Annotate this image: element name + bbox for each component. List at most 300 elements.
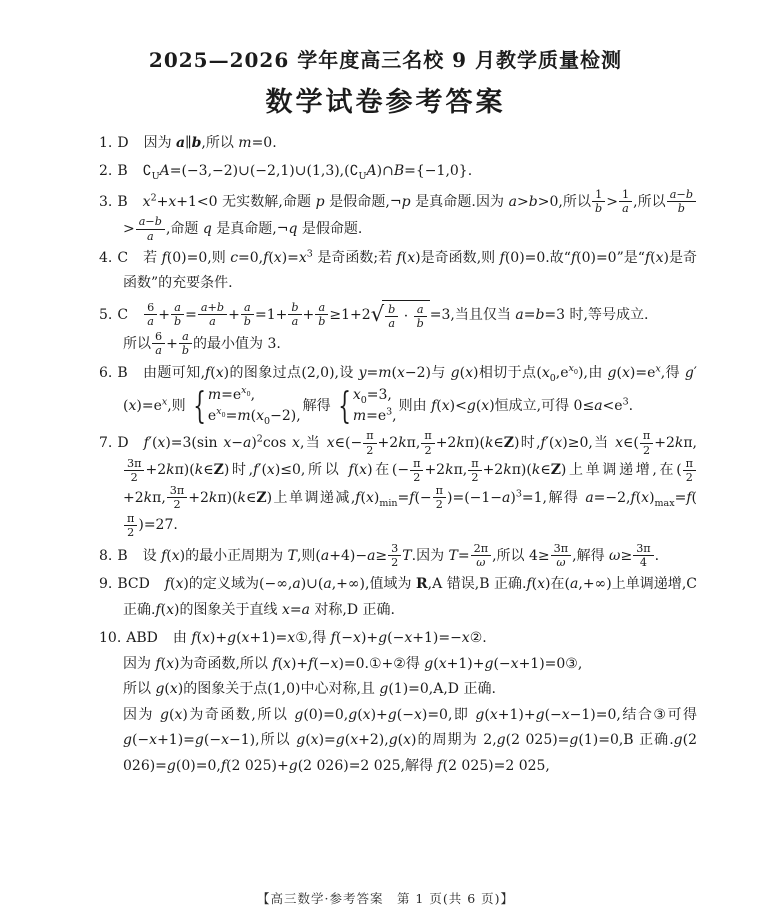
text-run: ( bbox=[196, 630, 202, 647]
text-run: , bbox=[250, 387, 256, 404]
fraction-denominator bbox=[468, 471, 481, 484]
question-content bbox=[123, 362, 697, 427]
math-var: T bbox=[402, 547, 412, 564]
fraction bbox=[468, 457, 481, 484]
text-run: +4)− bbox=[329, 547, 368, 564]
fraction bbox=[152, 330, 165, 357]
question-answer: ABD bbox=[126, 630, 158, 647]
fraction bbox=[667, 188, 696, 215]
text-run: ( bbox=[360, 489, 366, 506]
math-var: k bbox=[143, 489, 153, 506]
math-var: b bbox=[173, 315, 182, 329]
fraction bbox=[633, 542, 653, 569]
fraction bbox=[136, 215, 165, 242]
math-var: f bbox=[263, 249, 269, 266]
math-var: a bbox=[416, 302, 424, 316]
subscript bbox=[359, 171, 367, 182]
text-run: )=0.①+②得 bbox=[338, 655, 425, 672]
text-run: ( bbox=[531, 576, 538, 593]
math-var: a bbox=[138, 215, 146, 229]
fraction-numerator bbox=[414, 303, 427, 317]
math-var: x bbox=[287, 630, 296, 647]
text-run: ( bbox=[616, 364, 622, 381]
text-run: )< bbox=[449, 398, 467, 415]
question-answer: C bbox=[117, 249, 129, 266]
fraction bbox=[315, 301, 328, 328]
text-run: −2), bbox=[270, 407, 301, 424]
text-run: ( bbox=[353, 462, 360, 479]
math-var: f bbox=[143, 435, 149, 451]
math-var: x bbox=[537, 576, 546, 593]
text-run: ,则 bbox=[167, 398, 186, 415]
fraction-denominator bbox=[421, 444, 434, 457]
text-run: − bbox=[676, 187, 686, 201]
text-run: 3 bbox=[306, 248, 313, 260]
fraction-numerator bbox=[592, 188, 605, 202]
text-run: ,所以 bbox=[633, 193, 666, 210]
question-number: 8. bbox=[99, 547, 113, 564]
math-var: B bbox=[393, 163, 405, 180]
text-run: )+ bbox=[370, 706, 388, 723]
text-run: ∈ bbox=[203, 462, 214, 479]
fraction bbox=[124, 512, 137, 539]
text-run: . bbox=[628, 398, 634, 415]
text-run: )的最小正周期为 bbox=[179, 547, 288, 564]
math-var: b bbox=[677, 202, 685, 216]
fraction-denominator bbox=[124, 526, 137, 539]
text-run: ( bbox=[391, 364, 398, 381]
fraction bbox=[471, 542, 491, 569]
questions bbox=[99, 131, 697, 782]
fraction bbox=[288, 301, 301, 328]
fraction-numerator bbox=[667, 188, 696, 202]
text-run: (2 026)=2 025,解得 bbox=[297, 757, 438, 774]
math-var: x bbox=[461, 630, 470, 647]
fraction-denominator bbox=[288, 315, 301, 328]
math-var: f bbox=[191, 630, 197, 647]
question-content bbox=[123, 301, 649, 358]
math-var: b bbox=[528, 193, 538, 210]
math-var: g bbox=[194, 732, 204, 749]
fraction bbox=[421, 429, 434, 456]
text-run: 所以 bbox=[123, 681, 156, 698]
math-var: x bbox=[350, 732, 359, 749]
math-var: a bbox=[244, 301, 251, 315]
math-var: f bbox=[499, 249, 505, 266]
text-run: U bbox=[151, 171, 160, 183]
math-var: g bbox=[496, 732, 506, 749]
math-var: g bbox=[475, 706, 485, 723]
math-var: x bbox=[615, 435, 624, 451]
math-var: f bbox=[308, 655, 314, 672]
fraction-numerator bbox=[421, 429, 434, 443]
text-run: )=0,即 bbox=[421, 706, 476, 723]
text-run: = bbox=[289, 601, 302, 618]
text-run: 是奇函数;若 bbox=[312, 249, 397, 266]
text-run: ( bbox=[277, 655, 284, 672]
math-var: x bbox=[655, 249, 664, 266]
math-var: a bbox=[388, 316, 396, 330]
page-title: 数学试卷参考答案 bbox=[265, 87, 506, 118]
math-var: f bbox=[155, 601, 161, 618]
question-content bbox=[142, 163, 473, 183]
fraction-denominator bbox=[124, 471, 144, 484]
text-run: =3, bbox=[366, 387, 392, 404]
radicand bbox=[382, 300, 430, 330]
math-var: g bbox=[450, 364, 460, 381]
math-var: g bbox=[466, 398, 476, 415]
math-var: y bbox=[358, 364, 367, 381]
text-run: ( bbox=[160, 655, 167, 672]
text-run: π)( bbox=[174, 462, 195, 479]
math-var: A bbox=[366, 163, 377, 180]
text-run: 1 bbox=[621, 187, 630, 201]
fraction bbox=[619, 188, 632, 215]
math-bold: Z bbox=[550, 462, 561, 479]
text-run: =e bbox=[221, 387, 242, 404]
math-var: f bbox=[540, 435, 546, 451]
math-var: x bbox=[365, 489, 374, 506]
fraction-numerator bbox=[167, 484, 187, 498]
text-run: = bbox=[674, 489, 687, 506]
text-run: ,所以 bbox=[201, 135, 239, 151]
fraction bbox=[198, 301, 227, 328]
text-run: 0 bbox=[246, 390, 251, 399]
text-run: ( bbox=[459, 364, 466, 381]
math-var: x bbox=[292, 435, 300, 451]
text-run: 2 bbox=[173, 498, 181, 512]
text-run: ,+∞),值域为 bbox=[331, 576, 417, 593]
text-run: +2 bbox=[424, 462, 446, 479]
text-run: ( bbox=[397, 732, 404, 749]
text-run: (1)=0,A,D 正确. bbox=[388, 681, 496, 698]
sqrt-radical bbox=[371, 300, 430, 330]
text-run: +1)= bbox=[249, 630, 288, 647]
math-var: b bbox=[416, 316, 424, 330]
math-var: a bbox=[147, 315, 154, 329]
text-run: − bbox=[145, 215, 155, 229]
text-run: )=(−1− bbox=[447, 489, 503, 506]
text-run: π, bbox=[683, 435, 698, 451]
fraction-numerator bbox=[683, 457, 696, 471]
text-run: ≥ bbox=[620, 547, 633, 564]
text-run: 的最小值为 3. bbox=[193, 335, 281, 352]
text-run: ( bbox=[635, 489, 642, 506]
text-run: 由 bbox=[172, 630, 192, 647]
text-run: + bbox=[207, 301, 217, 315]
question-2 bbox=[99, 159, 697, 184]
math-var: g bbox=[123, 732, 132, 749]
fraction bbox=[171, 301, 184, 328]
math-var: m bbox=[378, 364, 392, 381]
text-run: ∈ bbox=[246, 489, 257, 506]
text-run: (0)=0,则 bbox=[166, 249, 231, 266]
text-run: (− bbox=[396, 706, 414, 723]
text-run: > bbox=[123, 221, 135, 238]
text-run: 1 bbox=[595, 187, 603, 201]
superscript bbox=[216, 406, 226, 417]
radical-sign-icon: √ bbox=[370, 302, 385, 327]
question-content bbox=[123, 576, 697, 617]
text-run: − bbox=[231, 435, 243, 451]
text-run: (− bbox=[335, 630, 354, 647]
text-run: )+ bbox=[209, 630, 228, 647]
text-run: ) bbox=[649, 489, 655, 506]
fraction-denominator bbox=[385, 317, 398, 330]
question-answer: D bbox=[117, 135, 129, 151]
fraction bbox=[241, 301, 254, 328]
math-var: T bbox=[287, 547, 297, 564]
text-run: =1,解得 bbox=[521, 489, 586, 506]
text-run: ≥1+2 bbox=[329, 306, 371, 323]
text-run: )上单调递减, bbox=[266, 489, 356, 506]
math-var: a bbox=[323, 576, 332, 593]
math-var: x bbox=[128, 398, 137, 415]
text-run: ( bbox=[650, 249, 656, 266]
fraction-denominator bbox=[592, 202, 605, 215]
text-run: ①,得 bbox=[295, 630, 331, 647]
text-run: ,A 错误,B 正确. bbox=[427, 576, 527, 593]
text-run: 3π bbox=[553, 542, 569, 556]
text-run: 3 bbox=[515, 488, 522, 500]
question-answer: C bbox=[117, 306, 129, 323]
fraction-numerator bbox=[619, 188, 632, 202]
text-run: (− bbox=[131, 732, 150, 749]
text-run: π bbox=[642, 429, 651, 443]
text-run: +1)+ bbox=[446, 655, 485, 672]
math-var: g bbox=[227, 630, 237, 647]
text-run: ′( bbox=[258, 462, 267, 479]
fraction-numerator bbox=[124, 457, 144, 471]
text-run: 0 bbox=[264, 415, 271, 427]
text-run: 2 bbox=[435, 498, 443, 512]
question-number: 7. bbox=[99, 435, 113, 451]
fraction-denominator bbox=[179, 344, 192, 357]
math-bold: Z bbox=[503, 435, 515, 451]
text-run: ( bbox=[210, 364, 216, 381]
math-var: g bbox=[388, 732, 398, 749]
math-var: f bbox=[253, 462, 259, 479]
text-run: ( bbox=[691, 489, 697, 506]
fraction-numerator bbox=[315, 301, 328, 315]
text-run: 2 bbox=[471, 470, 479, 484]
text-run: 2 bbox=[642, 443, 651, 457]
text-run: (0)=0, bbox=[175, 757, 221, 774]
text-run: π)( bbox=[464, 435, 485, 451]
fraction-numerator bbox=[433, 484, 446, 498]
text-run: π bbox=[685, 456, 694, 470]
text-run: (2 025)+ bbox=[226, 757, 289, 774]
math-var: f bbox=[437, 757, 443, 774]
text-run: ) bbox=[373, 489, 380, 506]
fraction-denominator bbox=[433, 498, 446, 511]
subscript bbox=[655, 498, 675, 509]
text-run: <e bbox=[602, 398, 623, 415]
text-run: π, bbox=[152, 489, 166, 506]
text-run: π bbox=[366, 429, 374, 443]
text-run: 3 bbox=[386, 406, 393, 418]
text-run: )= bbox=[318, 732, 336, 749]
text-run: ∈ bbox=[493, 435, 504, 451]
text-run: +2 bbox=[188, 489, 209, 506]
math-var: a bbox=[318, 301, 326, 315]
cases-line bbox=[208, 386, 301, 406]
text-run: )=e bbox=[136, 398, 162, 415]
math-var: b bbox=[291, 301, 299, 315]
text-run: )=e bbox=[629, 364, 656, 381]
text-run: ( bbox=[268, 249, 274, 266]
fraction-numerator bbox=[633, 542, 653, 556]
text-run: )≥0,当 bbox=[562, 435, 616, 451]
text-run: π)( bbox=[511, 462, 532, 479]
text-run: )在(− bbox=[367, 462, 410, 479]
math-var: x bbox=[149, 732, 158, 749]
text-run: )∪( bbox=[300, 576, 324, 593]
question-answer: B bbox=[117, 193, 128, 210]
fraction-numerator bbox=[144, 301, 157, 315]
cases-brace: { bbox=[337, 383, 351, 427]
fraction bbox=[179, 330, 192, 357]
subscript bbox=[379, 498, 397, 509]
math-var: g bbox=[378, 630, 388, 647]
text-run: + bbox=[156, 193, 169, 210]
math-var: x bbox=[352, 387, 361, 404]
math-var: x bbox=[404, 630, 413, 647]
fraction-denominator bbox=[198, 315, 227, 328]
text-run: ,则( bbox=[296, 547, 321, 564]
question-content bbox=[142, 542, 660, 570]
text-run: π bbox=[424, 429, 432, 443]
fraction-numerator bbox=[468, 457, 481, 471]
text-run: )的定义域为(−∞, bbox=[183, 576, 293, 593]
text-run: ∈(− bbox=[334, 435, 363, 451]
question-answer: D bbox=[117, 435, 129, 451]
text-run: −1),所以 bbox=[229, 732, 297, 749]
question-1 bbox=[99, 131, 697, 156]
math-var: f bbox=[161, 249, 167, 266]
text-run: 2 bbox=[413, 470, 421, 484]
math-var: k bbox=[456, 435, 465, 451]
text-run: 是真命题.因为 bbox=[410, 193, 509, 210]
text-run: 若 bbox=[143, 249, 162, 266]
fraction bbox=[592, 188, 605, 215]
text-run: =3,当且仅当 bbox=[429, 306, 516, 323]
text-run: ( bbox=[357, 706, 363, 723]
math-var: T bbox=[448, 547, 458, 564]
fraction bbox=[640, 429, 653, 456]
text-run: 2 bbox=[391, 556, 399, 570]
text-run: e bbox=[207, 407, 217, 424]
math-var: g bbox=[296, 732, 306, 749]
math-var: x bbox=[281, 601, 290, 618]
math-var: x bbox=[161, 396, 168, 408]
math-var: g bbox=[160, 706, 169, 723]
math-var: k bbox=[484, 435, 494, 451]
text-run: ,+∞)上单调递增,C 正确. bbox=[123, 576, 697, 618]
text-run: 由题可知, bbox=[142, 364, 206, 381]
question-content bbox=[144, 135, 277, 151]
math-var: g bbox=[294, 706, 304, 723]
math-var: g bbox=[379, 681, 389, 698]
text-run: 因为 bbox=[143, 135, 177, 151]
math-var: f bbox=[396, 249, 402, 266]
math-var: x bbox=[655, 362, 661, 374]
question-answer: B bbox=[117, 547, 128, 564]
fraction bbox=[683, 457, 696, 484]
text-run: (0)=0, bbox=[303, 706, 349, 723]
fraction bbox=[410, 457, 423, 484]
superscript bbox=[241, 385, 251, 399]
text-run: ≥ bbox=[375, 547, 388, 564]
text-run: =−2, bbox=[593, 489, 631, 506]
text-run: ②. bbox=[469, 630, 487, 647]
math-var: a bbox=[367, 547, 376, 564]
text-run: · bbox=[399, 308, 413, 325]
text-run: + bbox=[302, 306, 315, 323]
text-run: +2 bbox=[145, 462, 167, 479]
math-var: x bbox=[359, 462, 368, 479]
math-var: g bbox=[387, 706, 397, 723]
math-var: a bbox=[301, 601, 310, 618]
math-var: f bbox=[164, 576, 171, 593]
math-var: f bbox=[526, 576, 532, 593]
math-var: k bbox=[531, 462, 541, 479]
math-var: a bbox=[622, 202, 629, 216]
math-var: a bbox=[182, 330, 189, 344]
math-var: g bbox=[335, 732, 345, 749]
text-run: ,所以 4≥ bbox=[492, 547, 550, 564]
cases-column bbox=[208, 386, 301, 426]
text-run: 6 bbox=[147, 301, 155, 315]
text-run: = bbox=[366, 364, 379, 381]
text-run: +1)=0③, bbox=[518, 655, 583, 672]
text-run: +1)+ bbox=[497, 706, 536, 723]
text-run: (1)=0,B 正确. bbox=[578, 732, 674, 749]
math-var: x bbox=[568, 362, 574, 374]
math-var: b bbox=[154, 215, 162, 229]
text-run: cos bbox=[262, 435, 293, 451]
text-run: ( bbox=[433, 655, 439, 672]
math-var: x bbox=[171, 547, 180, 564]
question-number: 2. bbox=[99, 163, 113, 180]
math-var: f bbox=[155, 655, 161, 672]
math-var: m bbox=[207, 387, 222, 404]
math-var: f bbox=[161, 547, 167, 564]
math-var: x bbox=[283, 655, 291, 672]
math-var: a bbox=[594, 398, 603, 415]
fraction bbox=[414, 303, 427, 330]
fraction bbox=[363, 429, 376, 456]
math-var: g bbox=[607, 364, 617, 381]
math-var: a bbox=[200, 301, 208, 315]
fraction-numerator bbox=[388, 542, 401, 556]
text-run: π bbox=[435, 484, 443, 498]
fraction-numerator bbox=[551, 542, 571, 556]
text-run: ),由 bbox=[578, 364, 608, 381]
text-run: ( bbox=[164, 681, 170, 698]
math-var: x bbox=[266, 462, 275, 479]
text-run: +2 bbox=[435, 435, 457, 451]
text-run: ∈( bbox=[623, 435, 639, 451]
text-run: ,当 bbox=[299, 435, 327, 451]
math-var: a bbox=[570, 576, 579, 593]
fraction-denominator bbox=[551, 556, 571, 569]
text-run: =3 时,等号成立. bbox=[544, 306, 649, 323]
fraction-denominator bbox=[683, 471, 696, 484]
text-run: )∩ bbox=[376, 163, 394, 180]
math-var: q bbox=[202, 221, 212, 238]
text-run: =0. bbox=[251, 135, 277, 151]
